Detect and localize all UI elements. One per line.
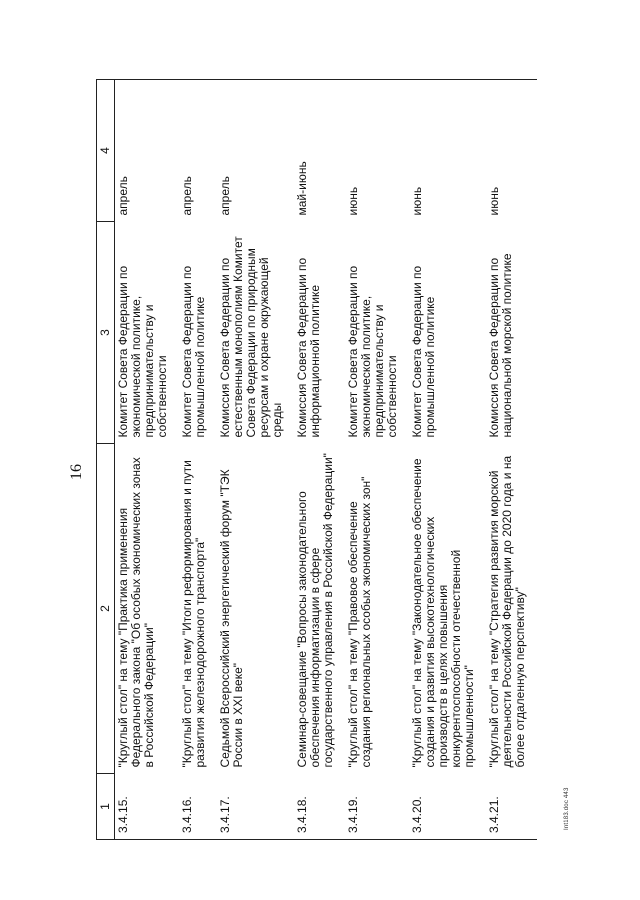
event-term: июнь <box>486 80 537 222</box>
event-term: апрель <box>217 80 294 222</box>
event-term: апрель <box>179 80 217 222</box>
event-title: "Круглый стол" на тему "Правовое обеспечение создания региональных особых экономических зон" <box>346 476 373 768</box>
row-number: 3.4.18. <box>294 774 345 840</box>
event-term: июнь <box>345 80 409 222</box>
event-term: июнь <box>409 80 486 222</box>
row-number: 3.4.19. <box>345 774 409 840</box>
event-term: май-июнь <box>294 80 345 222</box>
event-title: "Круглый стол" на тему "Стратегия развития морской деятельности Российской Федерации до 2020 года и на более отдаленную перспективу" <box>487 455 527 768</box>
header-col-2: 2 <box>97 444 115 774</box>
table-row <box>179 80 217 840</box>
responsible-body: Комитет Совета Федерации по промышленной политике <box>410 265 437 438</box>
row-number: 3.4.21. <box>486 774 537 840</box>
events-table <box>96 79 537 840</box>
event-title: Седьмой Всероссийский энергетический форум "ТЭК России в XXI веке" <box>218 469 245 768</box>
table-row <box>486 80 537 840</box>
rotated-content <box>60 40 580 840</box>
table-row <box>115 80 180 840</box>
row-number: 3.4.15. <box>115 774 180 840</box>
event-term: апрель <box>115 80 180 222</box>
event-title: "Круглый стол" на тему "Законодательное обеспечение создания и развития высокотехнологических производств в целях повышения конкурентоспособности отечественной промышленности" <box>410 458 476 768</box>
table-row <box>409 80 486 840</box>
responsible-body: Комиссия Совета Федерации по национальной морской политике <box>487 253 514 438</box>
table-header-row <box>97 80 115 840</box>
event-title: "Круглый стол" на тему "Итоги реформирования и пути развития железнодорожного транспорта" <box>180 460 207 768</box>
event-title: Семинар-совещание "Вопросы законодательного обеспечения информатизации в сфере государственного управления в Российской Федерации" <box>295 453 335 768</box>
row-number: 3.4.20. <box>409 774 486 840</box>
responsible-body: Комитет Совета Федерации по экономической политике, предпринимательству и собственности <box>116 265 169 438</box>
file-stamp: Int183.doc 443 <box>564 787 570 830</box>
row-number: 3.4.17. <box>217 774 294 840</box>
responsible-body: Комитет Совета Федерации по промышленной политике <box>180 265 207 438</box>
table-row <box>217 80 294 840</box>
header-col-4: 4 <box>97 80 115 222</box>
page-number: 16 <box>68 464 85 480</box>
responsible-body: Комиссия Совета Федерации по информационной политике <box>295 257 322 438</box>
table-row <box>345 80 409 840</box>
header-col-1: 1 <box>97 774 115 840</box>
row-number: 3.4.16. <box>179 774 217 840</box>
header-col-3: 3 <box>97 222 115 444</box>
responsible-body: Комиссия Совета Федерации по естественным монополиям Комитет Совета Федерации по природным ресурсам и охране окружающей среды <box>218 236 284 438</box>
event-title: "Круглый стол" на тему "Практика применения Федерального закона "Об особых экономических зонах в Российской Федерации" <box>116 457 156 768</box>
responsible-body: Комитет Совета Федерации по экономической политике, предпринимательству и собственности <box>346 265 399 438</box>
table-row <box>294 80 345 840</box>
